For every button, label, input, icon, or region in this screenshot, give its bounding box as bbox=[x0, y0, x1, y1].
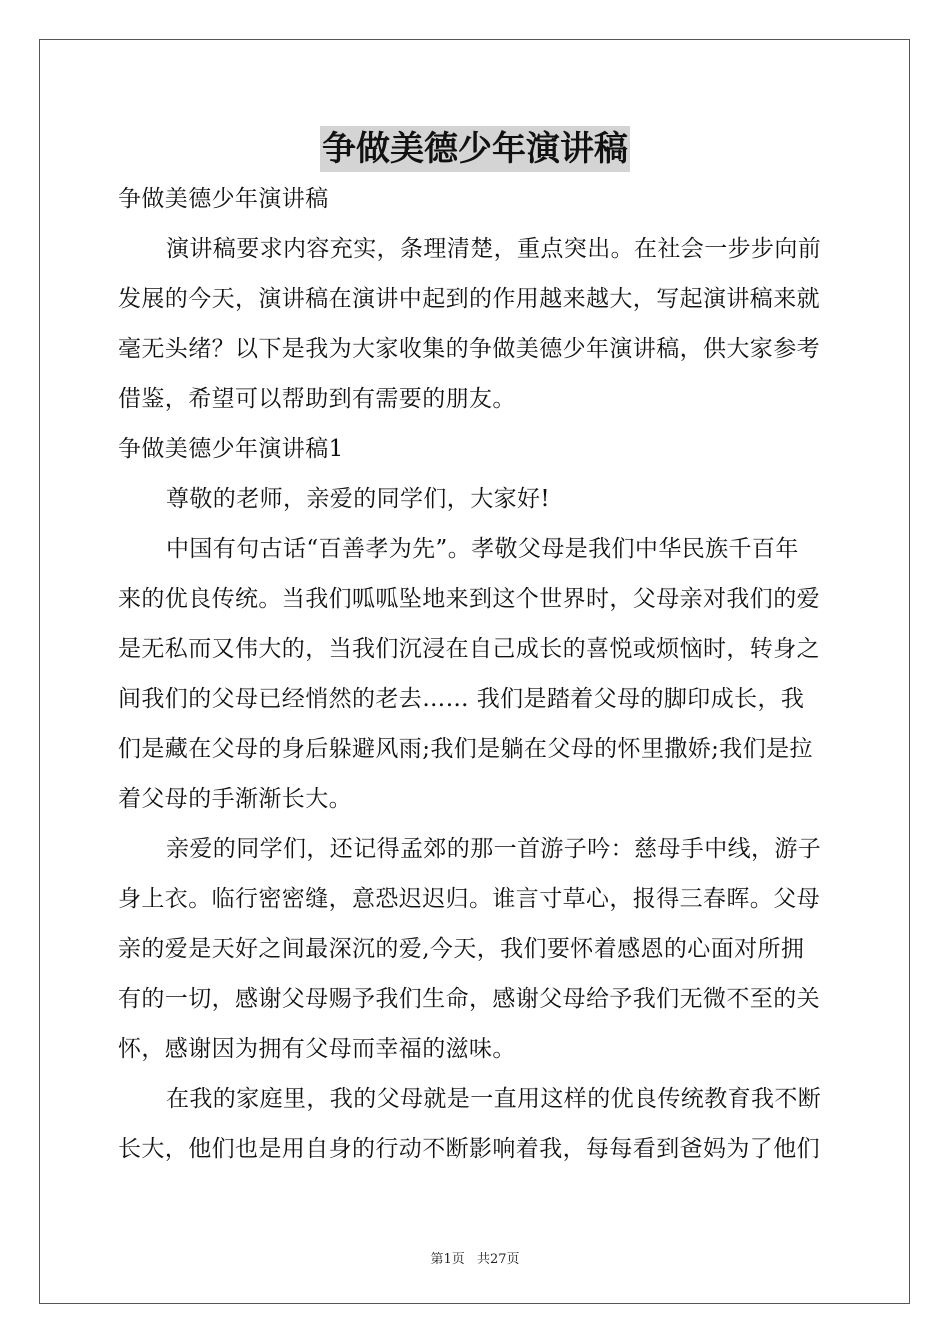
text-line: 演讲稿要求内容充实，条理清楚，重点突出。在社会一步步向前 bbox=[166, 236, 822, 262]
text-line: 身上衣。临行密密缝，意恐迟迟归。谁言寸草心，报得三春晖。父母 bbox=[118, 886, 820, 912]
text-line: 在我的家庭里，我的父母就是一直用这样的优良传统教育我不断 bbox=[166, 1086, 822, 1112]
text-line: 来的优良传统。当我们呱呱坠地来到这个世界时，父母亲对我们的爱 bbox=[118, 586, 820, 612]
text-line: 争做美德少年演讲稿1 bbox=[118, 436, 344, 462]
text-line: 有的一切，感谢父母赐予我们生命，感谢父母给予我们无微不至的关 bbox=[118, 986, 820, 1012]
title-container bbox=[0, 126, 950, 172]
text-line: 发展的今天，演讲稿在演讲中起到的作用越来越大，写起演讲稿来就 bbox=[118, 286, 820, 312]
page-total: 共27页 bbox=[476, 1252, 520, 1267]
page-footer bbox=[0, 1248, 950, 1267]
text-line: 长大，他们也是用自身的行动不断影响着我，每每看到爸妈为了他们 bbox=[118, 1136, 820, 1162]
text-line: 是无私而又伟大的，当我们沉浸在自己成长的喜悦或烦恼时，转身之 bbox=[118, 636, 820, 662]
document-title: 争做美德少年演讲稿 bbox=[320, 126, 630, 172]
text-line: 毫无头绪？以下是我为大家收集的争做美德少年演讲稿，供大家参考 bbox=[118, 336, 820, 362]
page-number: 第1页 bbox=[430, 1252, 465, 1267]
text-line: 着父母的手渐渐长大。 bbox=[118, 786, 352, 812]
text-line: 间我们的父母已经悄然的老去…… 我们是踏着父母的脚印成长，我 bbox=[118, 686, 805, 712]
text-line: 们是藏在父母的身后躲避风雨;我们是躺在父母的怀里撒娇;我们是拉 bbox=[118, 736, 813, 762]
text-line: 怀，感谢因为拥有父母而幸福的滋味。 bbox=[118, 1036, 516, 1062]
text-line: 争做美德少年演讲稿 bbox=[118, 186, 329, 212]
document-body bbox=[118, 174, 834, 1174]
text-line: 亲爱的同学们，还记得孟郊的那一首游子吟：慈母手中线，游子 bbox=[166, 836, 822, 862]
text-line: 借鉴，希望可以帮助到有需要的朋友。 bbox=[118, 386, 516, 412]
text-line: 尊敬的老师，亲爱的同学们，大家好! bbox=[166, 486, 551, 512]
text-line: 中国有句古话“百善孝为先”。孝敬父母是我们中华民族千百年 bbox=[166, 536, 799, 562]
text-line: 亲的爱是天好之间最深沉的爱,今天，我们要怀着感恩的心面对所拥 bbox=[118, 936, 805, 962]
